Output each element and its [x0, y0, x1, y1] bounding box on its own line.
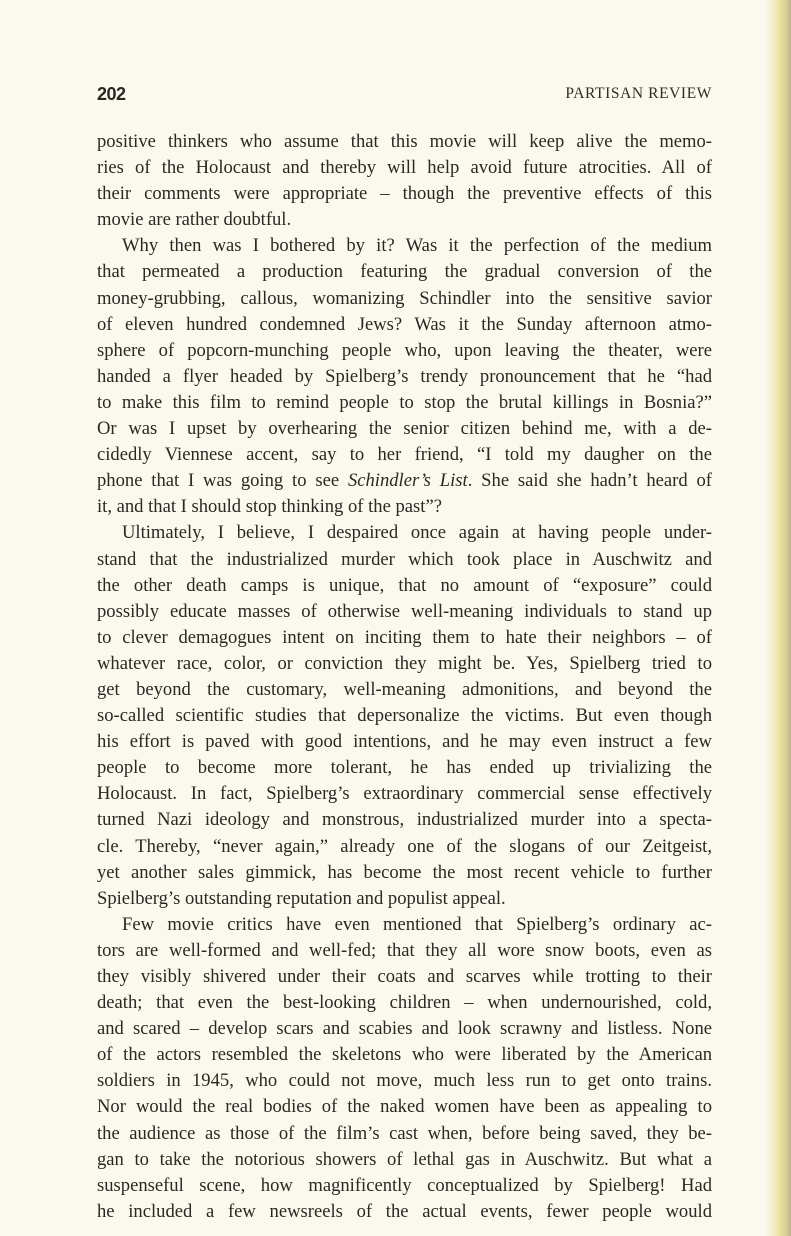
paragraph — [97, 520, 712, 911]
text-line: people to become more tolerant, he has ended up trivializing the — [97, 757, 712, 779]
text-line: soldiers in 1945, who could not move, much less run to get onto trains. — [97, 1070, 712, 1092]
text-line: tors are well-formed and well-fed; that they all wore snow boots, even as — [97, 939, 712, 961]
text-line: get beyond the customary, well-meaning admonitions, and beyond the — [97, 678, 712, 700]
text-line: the other death camps is unique, that no amount of “exposure” could — [97, 574, 712, 596]
text-line: gan to take the notorious showers of lethal gas in Auschwitz. But what a — [97, 1148, 712, 1170]
text-segment: phone that I was going to see — [97, 470, 348, 492]
text-line: sphere of popcorn-munching people who, upon leaving the theater, were — [97, 339, 712, 361]
text-line: of the actors resembled the skeletons who were liberated by the American — [97, 1044, 712, 1066]
text-line: his effort is paved with good intentions, and he may even instruct a few — [97, 731, 712, 753]
text-line: yet another sales gimmick, has become the most recent vehicle to further — [97, 861, 712, 883]
text-segment: . She said she hadn’t heard of — [467, 470, 712, 492]
text-line: handed a flyer headed by Spielberg’s trendy pronouncement that he “had — [97, 365, 712, 387]
text-line: movie are rather doubtful. — [97, 209, 292, 231]
text-line: that permeated a production featuring the gradual conversion of the — [97, 261, 712, 283]
text-line: Few movie critics have even mentioned that Spielberg’s ordinary ac- — [122, 913, 712, 935]
running-title: PARTISAN REVIEW — [565, 85, 712, 102]
text-line: whatever race, color, or conviction they might be. Yes, Spielberg tried to — [97, 652, 712, 674]
text-line: suspenseful scene, how magnificently conceptualized by Spielberg! Had — [97, 1174, 712, 1196]
text-line: they visibly shivered under their coats and scarves while trotting to their — [97, 966, 712, 987]
italic-title: Schindler’s List — [347, 470, 468, 492]
page-number: 202 — [97, 84, 126, 104]
text-line: Or was I upset by overhearing the senior citizen behind me, with a de- — [97, 418, 712, 440]
text-line: possibly educate masses of otherwise well-meaning individuals to stand up — [97, 600, 712, 622]
text-line: of eleven hundred condemned Jews? Was it the Sunday afternoon atmo- — [97, 313, 712, 335]
body-text — [97, 129, 712, 1225]
paragraph — [97, 129, 712, 233]
text-line — [97, 468, 712, 494]
text-line: positive thinkers who assume that this movie will keep alive the memo- — [97, 131, 712, 152]
text-line: he included a few newsreels of the actual events, fewer people would — [97, 1200, 712, 1222]
text-line: cidedly Viennese accent, say to her friend, “I told my daugher on the — [97, 444, 712, 466]
text-line: the audience as those of the film’s cast when, before being saved, they be- — [97, 1122, 712, 1144]
text-line: ries of the Holocaust and thereby will help avoid future atrocities. All of — [97, 157, 712, 179]
page-edge-shadow — [765, 0, 791, 1236]
text-line: cle. Thereby, “never again,” already one of the slogans of our Zeitgeist, — [97, 835, 712, 857]
text-line: their comments were appropriate – though the preventive effects of this — [97, 183, 712, 205]
text-line: Holocaust. In fact, Spielberg’s extraordinary commercial sense effectively — [97, 783, 712, 805]
text-line: money-grubbing, callous, womanizing Schindler into the sensitive savior — [97, 287, 712, 309]
text-line: turned Nazi ideology and monstrous, industrialized murder into a specta- — [97, 809, 712, 831]
text-line: to make this film to remind people to stop the brutal killings in Bosnia?” — [97, 391, 712, 413]
text-line: so-called scientific studies that depersonalize the victims. But even though — [97, 705, 712, 727]
text-line: Nor would the real bodies of the naked women have been as appealing to — [97, 1096, 712, 1118]
text-line: stand that the industrialized murder which took place in Auschwitz and — [97, 548, 712, 570]
text-line: Spielberg’s outstanding reputation and populist appeal. — [97, 887, 506, 909]
text-line: and scared – develop scars and scabies and look scrawny and listless. None — [97, 1018, 712, 1040]
text-line: it, and that I should stop thinking of the past”? — [97, 496, 442, 518]
text-line: Why then was I bothered by it? Was it the perfection of the medium — [122, 235, 712, 257]
text-line: Ultimately, I believe, I despaired once again at having people under- — [122, 522, 712, 544]
text-line: death; that even the best-looking children – when undernourished, cold, — [97, 992, 712, 1014]
paragraph — [97, 912, 712, 1225]
text-line: to clever demagogues intent on inciting them to hate their neighbors – of — [97, 626, 712, 648]
paragraph — [97, 233, 712, 520]
